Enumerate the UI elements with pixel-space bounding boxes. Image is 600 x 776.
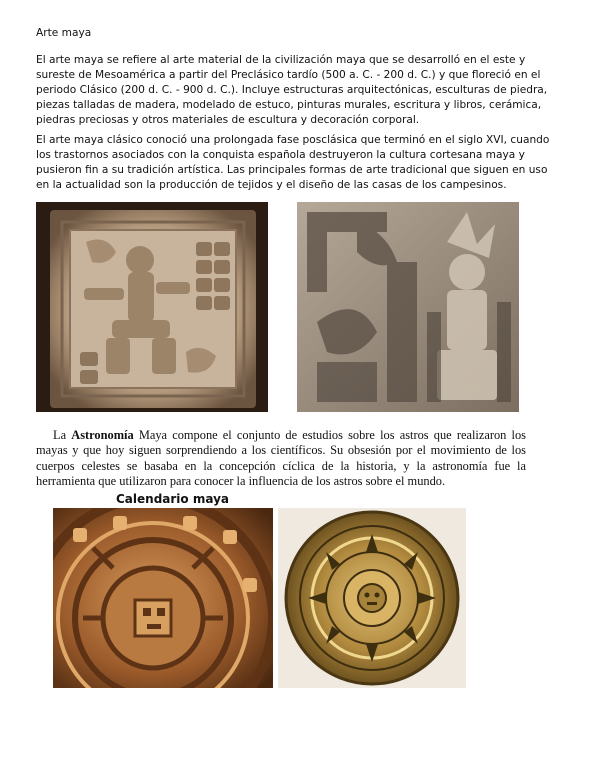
page-title: Arte maya	[36, 27, 92, 39]
maya-calendar-carving-image	[53, 508, 273, 688]
intro-paragraph: El arte maya se refiere al arte material de la civilización maya que se desarrolló en el este y sureste de Mesoamérica a partir del Preclásico tardío (500 a. C. - 200 d. C.) y que floreció en el periodo Clásico (200 d. C. - 900 d. C.). Incluye estructuras arquitectónicas, esculturas de piedra, piezas talladas de madera, modelado de estuco, pinturas murales, escritura y libros, cerámica, piedras preciosas y otros materiales de escultura y decoración corporal.	[36, 54, 548, 126]
calendar-heading: Calendario maya	[116, 492, 229, 506]
astronomy-lead: La	[53, 428, 67, 442]
postclassic-paragraph: El arte maya clásico conoció una prolongada fase posclásica que terminó en el siglo XVI, cuando los trastornos asociados con la conquista española destruyeron la cultura cortesana maya y pusieron fin a su tradición artística. Las principales formas de arte tradicional que siguen en uso en la actualidad son la producción de tejidos y el diseño de las casas de los campesinos.	[36, 134, 550, 191]
maya-relief-image	[297, 202, 519, 412]
astronomy-paragraph	[36, 428, 526, 489]
maya-stone-tablet-image	[36, 202, 268, 412]
astronomy-text: Maya compone el conjunto de estudios sobre los astros que realizaron los mayas y que hoy siguen sorprendiendo a los científicos. Su obsesión por el movimiento de los cuerpos celestes se basaba en la concepción cíclica de la historia, y la astronomía fue la herramienta que utilizaron para conocer la influencia de los astros sobre el mundo.	[36, 428, 526, 488]
aztec-sun-stone-image	[278, 508, 466, 688]
astronomy-term: Astronomía	[71, 428, 134, 442]
